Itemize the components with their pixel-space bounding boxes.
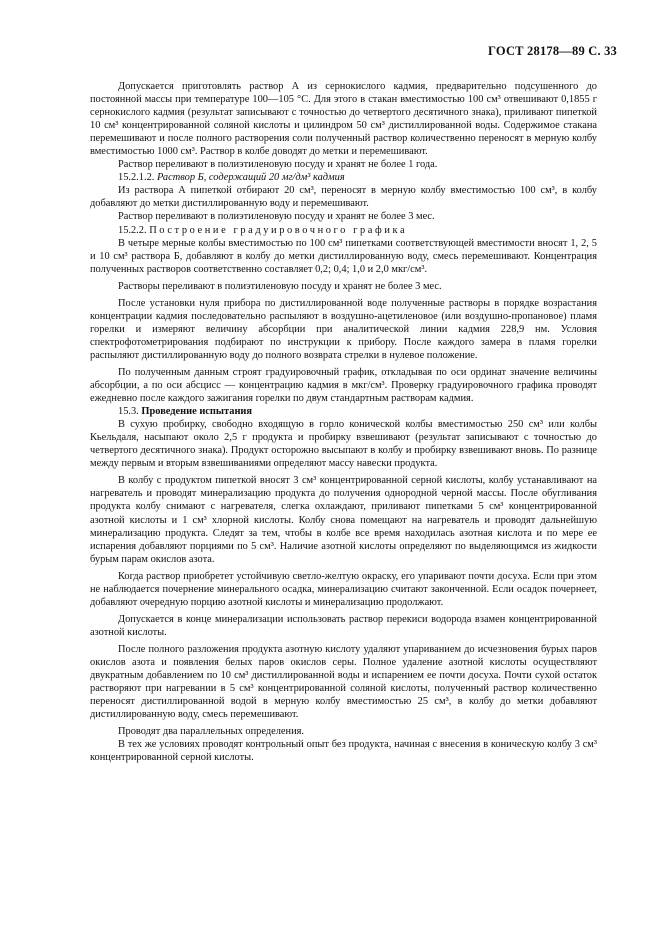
paragraph: В сухую пробирку, свободно входящую в горло конической колбы вместимостью 250 см³ или колбы Кьельдаля, насыпают около 2,5 г продукта и пробирку взвешивают (результат записывают с точностью до четвертого десятичного знака). Продукт осторожно высыпают в колбу и пробирку взвешивают вновь. По разнице между первым и вторым взвешиваниями определяют массу навески продукта. bbox=[90, 419, 597, 470]
section-number: 15.2.1.2. bbox=[118, 172, 155, 184]
section-title: Построение градуировочного графика bbox=[149, 224, 408, 236]
paragraph: В четыре мерные колбы вместимостью по 100 см³ пипетками соответствующей вместимости вносят 1, 2, 5 и 10 см³ раствора Б, добавляют в колбу до метки дистиллированную воду, смесь перемешивают. Концентрация полученных растворов соответственно составляет 0,2; 0,4; 1,0 и 2,0 мкг/см³. bbox=[90, 237, 597, 275]
paragraph: По полученным данным строят градуировочный график, откладывая по оси ординат значение величины абсорбции, а по оси абсцисс — концентрацию кадмия в мкг/см³. Проверку градуировочного графика проводят ежедневно после каждого зажигания горелки по двум стандартным растворам кадмия. bbox=[90, 366, 597, 405]
section-title: Проведение испытания bbox=[141, 406, 253, 418]
paragraph: Растворы переливают в полиэтиленовую посуду и хранят не более 3 мес. bbox=[118, 280, 442, 292]
paragraph: В колбу с продуктом пипеткой вносят 3 см³ концентрированной серной кислоты, колбу устанавливают на нагреватель и проводят минерализацию продукта до получения однородной черной массы. После обугливания продукта колбу снимают с нагревателя, слегка охлаждают, приливают пипетками 5 см³ концентрированной азотной кислоты и 1 см³ хлорной кислоты. Колбу снова помещают на нагреватель и проводят дальнейшую минерализацию продукта. Следят за тем, чтобы в колбе все время находилась азотная кислота и по мере ее испарения добавляют порциями по 5 см³. Наличие азотной кислоты определяют по выделяющимся из жидкости бурым парам окислов азота. bbox=[90, 475, 597, 565]
paragraph: Допускается приготовлять раствор А из сернокислого кадмия, предварительно подсушенного до постоянной массы при температуре 100—105 °С. Для этого в стакан вместимостью 100 см³ отвешивают 0,1855 г сернокислого кадмия (результат записывают с точностью до четвертого десятичного знака), приливают пипеткой 10 см³ концентрированной соляной кислоты и цилиндром 50 см³ дистиллированной воды. Содержимое стакана перемешивают и после полного растворения соли полученный раствор количественно переносят в мерную колбу вместимостью 1000 см³. Раствор в колбе доводят до метки и перемешивают. bbox=[90, 81, 597, 158]
section-number: 15.2.2. bbox=[118, 224, 147, 236]
section-title: Раствор Б, содержащий 20 мг/дм³ кадмия bbox=[156, 172, 345, 184]
section-heading-15-3 bbox=[90, 405, 597, 418]
paragraph: Когда раствор приобретет устойчивую светло-желтую окраску, его упаривают почти досуха. Если при этом не наблюдается почернение минерального осадка, минерализацию считают законченной. Если осадок почернеет, добавляют очередную порцию азотной кислоты и минерализацию продолжают. bbox=[90, 570, 597, 608]
section-heading-15-2-1-2 bbox=[90, 171, 597, 184]
page-header: ГОСТ 28178—89 С. 33 bbox=[488, 44, 617, 58]
paragraph: После полного разложения продукта азотную кислоту удаляют упариванием до исчезновения бурых паров окислов азота и появления белых паров окислов серы. Полное удаление азотной кислоты осуществляют двукратным добавлением по 10 см³ дистиллированной воды и испарением ее почти досуха. Почти сухой остаток растворяют при нагревании в 5 см³ концентрированной соляной кислоты, полученный раствор количественно переносят дистиллированной водой в мерную колбу вместимостью 25 см³, в колбу до метки добавляют дистиллированную воду, смесь перемешивают. bbox=[90, 643, 597, 721]
section-heading-15-2-2 bbox=[90, 224, 597, 237]
paragraph: Допускается в конце минерализации использовать раствор перекиси водорода взамен концентрированной азотной кислоты. bbox=[90, 613, 597, 638]
document-body bbox=[90, 80, 597, 764]
paragraph: Раствор переливают в полиэтиленовую посуду и хранят не более 1 года. bbox=[118, 159, 438, 171]
paragraph: После установки нуля прибора по дистиллированной воде полученные растворы в порядке возрастания концентрации кадмия последовательно распыляют в воздушно-ацетиленовое (или воздушно-пропановое) пламя горелки и измеряют величину абсорбции при аналитической линии кадмия 228,9 нм. Условия спектрофотометрирования подбирают по инструкции к прибору. После каждого замера в пламя горелки распыляют дистиллированную воду до полного возврата стрелки в нулевое положение. bbox=[90, 297, 597, 361]
paragraph: Проводят два параллельных определения. bbox=[118, 726, 305, 738]
paragraph: Раствор переливают в полиэтиленовую посуду и хранят не более 3 мес. bbox=[118, 211, 435, 223]
section-number: 15.3. bbox=[118, 406, 139, 418]
paragraph: В тех же условиях проводят контрольный опыт без продукта, начиная с внесения в коническую колбу 3 см³ концентрированной серной кислоты. bbox=[90, 739, 597, 764]
paragraph: Из раствора А пипеткой отбирают 20 см³, переносят в мерную колбу вместимостью 100 см³, в колбу добавляют до метки дистиллированную воду и перемешивают. bbox=[90, 185, 597, 210]
